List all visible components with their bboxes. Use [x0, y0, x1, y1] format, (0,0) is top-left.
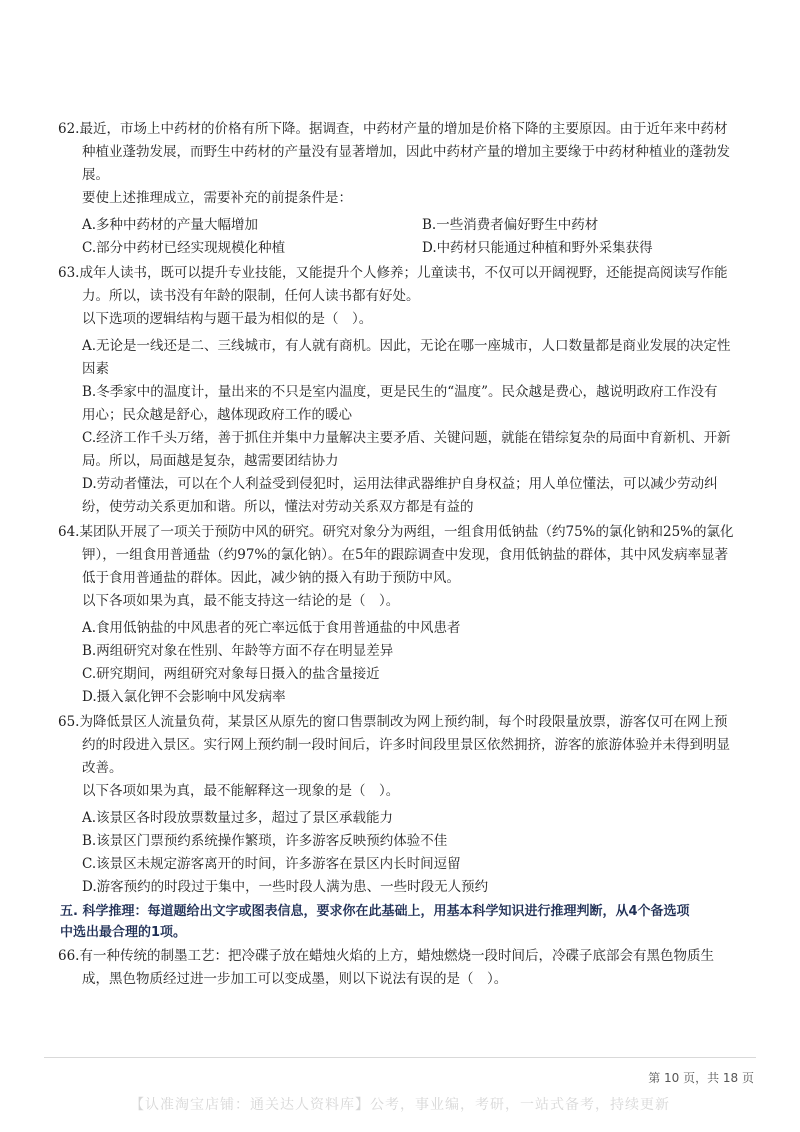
option-line: D.劳动者懂法，可以在个人利益受到侵犯时，运用法律武器维护自身权益；用人单位懂法，可以减少劳动纠	[82, 476, 718, 492]
option-a: A.食用低钠盐的中风患者的死亡率远低于食用普通盐的中风患者	[82, 620, 461, 636]
footer-divider	[44, 1057, 756, 1058]
page-number: 第 10 页，共 18 页	[648, 1071, 754, 1085]
option-a: A.多种中药材的产量大幅增加	[82, 217, 259, 233]
section-heading	[60, 901, 774, 943]
question-62-stem	[58, 118, 774, 210]
question-prompt: 要使上述推理成立，需要补充的前提条件是：	[82, 190, 352, 206]
stem-line: 最近，市场上中药材的价格有所下降。据调查，中药材产量的增加是价格下降的主要原因。由于近年来中药材	[79, 121, 728, 137]
stem-line: 某团队开展了一项关于预防中风的研究。研究对象分为两组，一组食用低钠盐（约75%的氯化钠和25%的氯化	[79, 524, 734, 540]
option-c	[82, 427, 774, 473]
option-a	[82, 335, 774, 381]
question-number: 63.	[58, 265, 80, 281]
stem-line: 低于食用普通盐的群体。因此，减少钠的摄入有助于预防中风。	[82, 570, 460, 586]
option-d	[82, 473, 774, 519]
stem-line: 力。所以，读书没有年龄的限制，任何人读书都有好处。	[82, 288, 420, 304]
option-b: B.该景区门票预约系统操作繁琐，许多游客反映预约体验不佳	[82, 833, 448, 849]
question-63	[58, 262, 774, 519]
option-b	[82, 381, 774, 427]
question-66	[58, 945, 774, 991]
question-prompt: 以下各项如果为真，最不能支持这一结论的是（ ）。	[82, 593, 400, 609]
option-d: D.摄入氯化钾不会影响中风发病率	[82, 689, 286, 705]
option-c: C.研究期间，两组研究对象每日摄入的盐含量接近	[82, 666, 380, 682]
question-prompt: 以下各项如果为真，最不能解释这一现象的是（ ）。	[82, 783, 400, 799]
question-number: 62.	[58, 121, 80, 137]
stem-line: 钾），一组食用普通盐（约97%的氯化钠）。在5年的跟踪调查中发现，食用低钠盐的群体，其中风发病率显著	[82, 547, 729, 563]
question-number: 65.	[58, 714, 80, 730]
question-65	[58, 711, 774, 899]
option-line: 局。所以，局面越是复杂，越需要团结协力	[82, 453, 339, 469]
option-c: C.该景区未规定游客离开的时间，许多游客在景区内长时间逗留	[82, 856, 461, 872]
question-content	[58, 118, 774, 991]
option-line: 因素	[82, 361, 109, 377]
option-a: A.该景区各时段放票数量过多，超过了景区承载能力	[82, 810, 394, 826]
option-c: C.部分中药材已经实现规模化种植	[82, 240, 286, 256]
section-heading-line: 五. 科学推理：每道题给出文字或图表信息，要求你在此基础上，用基本科学知识进行推理判断，从4个备选项	[60, 904, 690, 919]
watermark: 【认准淘宝店铺：通关达人资料库】公考，事业编，考研，一站式备考，持续更新	[130, 1097, 670, 1113]
stem-line: 成，黑色物质经过进一步加工可以变成墨，则以下说法有误的是（ ）。	[82, 971, 508, 987]
option-d: D.中药材只能通过种植和野外采集获得	[422, 240, 653, 256]
stem-line: 约的时段进入景区。实行网上预约制一段时间后，许多时间段里景区依然拥挤，游客的旅游体验并未得到明显	[82, 737, 730, 753]
option-b: B.两组研究对象在性别、年龄等方面不存在明显差异	[82, 643, 394, 659]
option-b: B.一些消费者偏好野生中药材	[422, 217, 599, 233]
question-number: 66.	[58, 948, 80, 964]
section-heading-line: 中选出最合理的1项。	[60, 925, 187, 940]
question-prompt: 以下选项的逻辑结构与题干最为相似的是（ ）。	[82, 311, 373, 327]
option-line: C.经济工作千头万绪，善于抓住并集中力量解决主要矛盾、关键问题，就能在错综复杂的局面中育新机、开新	[82, 430, 731, 446]
stem-line: 成年人读书，既可以提升专业技能，又能提升个人修养；儿童读书，不仅可以开阔视野，还能提高阅读写作能	[79, 265, 728, 281]
options-list	[82, 335, 774, 519]
stem-line: 为降低景区人流量负荷，某景区从原先的窗口售票制改为网上预约制，每个时段限量放票，游客仅可在网上预	[79, 714, 728, 730]
question-64	[58, 521, 774, 709]
stem-line: 改善。	[82, 760, 123, 776]
option-line: B.冬季家中的温度计，量出来的不只是室内温度，更是民生的“温度”。民众越是费心，越说明政府工作没有	[82, 384, 718, 400]
options-grid	[82, 214, 774, 260]
question-62	[58, 118, 774, 260]
question-number: 64.	[58, 524, 80, 540]
options-list	[82, 807, 774, 899]
options-list	[82, 617, 774, 709]
option-line: 用心；民众越是舒心，越体现政府工作的暖心	[82, 407, 352, 423]
option-line: A.无论是一线还是二、三线城市，有人就有商机。因此，无论在哪一座城市，人口数量都是商业发展的决定性	[82, 338, 731, 354]
option-line: 纷，使劳动关系更加和谐。所以，懂法对劳动关系双方都是有益的	[82, 499, 474, 515]
stem-line: 种植业蓬勃发展，而野生中药材的产量没有显著增加，因此中药材产量的增加主要缘于中药材种植业的蓬勃发	[82, 144, 730, 160]
stem-line: 有一种传统的制墨工艺：把冷碟子放在蜡烛火焰的上方，蜡烛燃烧一段时间后，冷碟子底部会有黑色物质生	[79, 948, 714, 964]
stem-line: 展。	[82, 167, 109, 183]
option-d: D.游客预约的时段过于集中，一些时段人满为患、一些时段无人预约	[82, 879, 489, 895]
